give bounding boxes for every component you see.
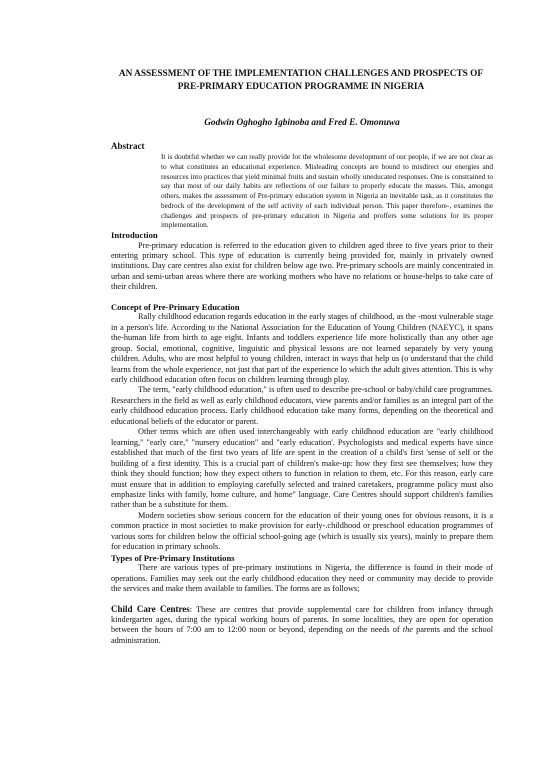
- concept-heading: Concept of Pre-Primary Education: [111, 301, 240, 312]
- introduction-heading: Introduction: [111, 230, 158, 240]
- child-care-text-1: : These are centres that provide supplemental care for children from infancy through kindergarten ages, during the typical working hours of parents. In some localities, they are open for operation between the hours of 7:00 am to 12:00 noon or beyond, depending: [111, 604, 493, 635]
- title-line-1: AN ASSESSMENT OF THE IMPLEMENTATION CHALLENGES AND PROSPECTS OF: [118, 69, 484, 79]
- abstract-text: It is doubtful whether we can really provide for the wholesome development of our people, if we are not clear as to what constitutes an educational experience. Misleading concepts are bound to misdirect our energies and resources into practices that yield minimal fruits and sustain wholly uneducated responses. One is constrained to say that most of our daily habits are reflections of our failure to properly educate the masses. This, amongst others, makes the assessment of Pre-primary education system in Nigeria an inevitable task, as it constitutes the bedrock of the development of the self activity of each individual person. This paper therefore-, examines the challenges and prospects of pre-primary education in Nigeria and proffers some solutions for its proper implementation.: [161, 152, 493, 230]
- types-heading: Types of Pre-Primary Institutions: [111, 552, 235, 563]
- child-care-the-word: the: [402, 625, 413, 635]
- child-care-text-2: the needs of: [354, 625, 403, 635]
- paper-title: [105, 68, 497, 93]
- introduction-paragraph: Pre-primary education is referred to the education given to children aged three to five years prior to their entering primary school. This type of education is currently being provided for, mainly in privately owned institutions. Day care centres also exist for children below age two. Pre-primary schools are mainly concentrated in urban and semi-urban areas where there are working mothers who have no relations or house-helps to take care of their children.: [111, 240, 493, 292]
- abstract-heading: Abstract: [111, 141, 145, 151]
- paper-authors: Godwin Oghogho Igbinoba and Fred E. Omonuwa: [204, 118, 400, 128]
- child-care-text-3: parents and the school administration.: [111, 625, 493, 645]
- types-paragraph: There are various types of pre-primary institutions in Nigeria, the difference is found in their mode of operations. Families may seek out the early childhood education they need or community may decide to provide the services and make them available to families. The forms are as follows;: [111, 563, 493, 594]
- title-line-2: PRE-PRIMARY EDUCATION PROGRAMME IN NIGERIA: [177, 81, 425, 92]
- concept-paragraph-2: The term, "early childhood education," is often used to describe pre-school or baby/child care programmes. Researchers in the field as well as early childhood educators, view parents and/or families as an integral part of the early childhood education process. Early childhood education take many forms, depending on the theoretical and educational beliefs of the educator or parent.: [111, 385, 493, 426]
- child-care-on-word: on: [346, 625, 355, 635]
- concept-paragraph-1: Rally childhood education regards education in the early stages of childhood, as the -most vulnerable stage in a person's life. According to the National Association for the Education of Young Children (NAEYC), it spans the-human life from birth to age eight. Infants and toddlers experience life more holistically than any other age group. Social, emotional, cognitive, linguistic and physical lessons are not learned separately by very young children. Adults, who are most helpful to young children, interact in ways that help us (o understand that the child learns from the whole experience, not just that part of the experience lo which the adult gives attention. This is why early childhood education often focus on children learning through play.: [111, 312, 493, 384]
- concept-paragraph-3: Other terms which are often used interchangeably with early childhood education are "early childhood learning," "early care," "nursery education" and "early education'. Psychologists and medical experts have since established that much of the first two years of life are spent in the creation of a child's first 'sense of self or the building of a first identity. This is a crucial part of children's make-up: how they first see themselves; how they think they should function; how they expect others to function in relation to them, etc. For this reason, early care must ensure that in addition to employing carefully selected and trained caretakers, programme policy must also emphasize links with family, home culture, and home" language. Care Centres should support children's families rather than be a substitute for them.: [111, 427, 493, 510]
- child-care-paragraph: [111, 604, 493, 647]
- child-care-term: Child Care Centres: [111, 603, 190, 614]
- concept-paragraph-4: Modern societies show serious concern for the education of their young ones for obvious reasons, it is a common practice in most societies to make provision for early-.childhood or preschool education programmes of various sorts for children below the official school-going age (which is usually six years), mainly to prepare them for education in primary schools.: [111, 510, 493, 552]
